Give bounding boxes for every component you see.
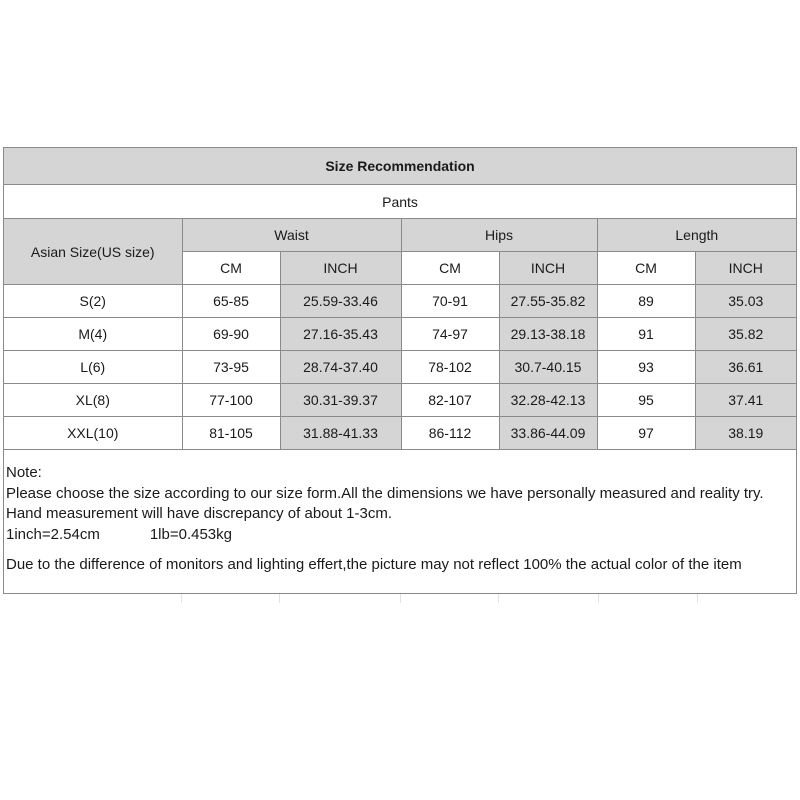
waist-inch-cell: 27.16-35.43 <box>280 318 401 351</box>
hips-cm-cell: 78-102 <box>401 351 499 384</box>
length-cm-cell: 93 <box>597 351 695 384</box>
length-cm-cell: 95 <box>597 384 695 417</box>
length-cm-cell: 91 <box>597 318 695 351</box>
table-row <box>4 351 796 384</box>
faint-grid-remnants <box>0 594 800 604</box>
length-inch-cell: 37.41 <box>695 384 796 417</box>
size-cell: L(6) <box>4 351 182 384</box>
hips-cm-cell: 74-97 <box>401 318 499 351</box>
hips-inch-cell: 30.7-40.15 <box>499 351 597 384</box>
waist-cm-cell: 65-85 <box>182 285 280 318</box>
length-inch-cell: 36.61 <box>695 351 796 384</box>
waist-cm-cell: 77-100 <box>182 384 280 417</box>
size-chart <box>3 147 797 594</box>
waist-cm-cell: 73-95 <box>182 351 280 384</box>
notes-section <box>6 463 796 576</box>
group-header-waist: Waist <box>182 219 401 252</box>
unit-header-length-inch: INCH <box>695 252 796 285</box>
unit-header-waist-inch: INCH <box>280 252 401 285</box>
size-cell: M(4) <box>4 318 182 351</box>
notes-heading: Note: <box>6 464 42 481</box>
title-row <box>4 148 796 185</box>
waist-cm-cell: 81-105 <box>182 417 280 450</box>
category-label: Pants <box>4 185 796 219</box>
notes-line-discrepancy: Hand measurement will have discrepancy of about 1-3cm. <box>6 505 393 522</box>
length-inch-cell: 35.82 <box>695 318 796 351</box>
length-inch-cell: 35.03 <box>695 285 796 318</box>
waist-inch-cell: 28.74-37.40 <box>280 351 401 384</box>
group-header-length: Length <box>597 219 796 252</box>
grid-tick <box>598 594 599 603</box>
waist-cm-cell: 69-90 <box>182 318 280 351</box>
notes-spacer <box>6 545 796 555</box>
waist-inch-cell: 25.59-33.46 <box>280 285 401 318</box>
table-row <box>4 417 796 450</box>
size-cell: XXL(10) <box>4 417 182 450</box>
size-table <box>4 148 796 450</box>
waist-inch-cell: 30.31-39.37 <box>280 384 401 417</box>
hips-cm-cell: 86-112 <box>401 417 499 450</box>
hips-inch-cell: 33.86-44.09 <box>499 417 597 450</box>
length-inch-cell: 38.19 <box>695 417 796 450</box>
grid-tick <box>181 594 182 603</box>
table-row <box>4 318 796 351</box>
grid-tick <box>400 594 401 603</box>
size-cell: XL(8) <box>4 384 182 417</box>
hips-cm-cell: 82-107 <box>401 384 499 417</box>
unit-header-hips-inch: INCH <box>499 252 597 285</box>
group-header-row <box>4 219 796 252</box>
notes-unit-conversion: 1inch=2.54cm 1lb=0.453kg <box>6 525 232 543</box>
length-cm-cell: 89 <box>597 285 695 318</box>
table-title: Size Recommendation <box>4 148 796 185</box>
grid-tick <box>697 594 698 603</box>
waist-inch-cell: 31.88-41.33 <box>280 417 401 450</box>
hips-inch-cell: 29.13-38.18 <box>499 318 597 351</box>
table-row <box>4 285 796 318</box>
size-cell: S(2) <box>4 285 182 318</box>
unit-header-hips-cm: CM <box>401 252 499 285</box>
notes-color-disclaimer: Due to the difference of monitors and lighting effert,the picture may not reflect 100% the actual color of the item <box>6 556 742 573</box>
hips-inch-cell: 32.28-42.13 <box>499 384 597 417</box>
hips-inch-cell: 27.55-35.82 <box>499 285 597 318</box>
hips-cm-cell: 70-91 <box>401 285 499 318</box>
unit-header-waist-cm: CM <box>182 252 280 285</box>
group-header-hips: Hips <box>401 219 597 252</box>
table-row <box>4 384 796 417</box>
grid-tick <box>279 594 280 603</box>
unit-header-length-cm: CM <box>597 252 695 285</box>
notes-line-size-form: Please choose the size according to our size form.All the dimensions we have personally measured and reality try. <box>6 484 764 502</box>
category-row <box>4 185 796 219</box>
length-cm-cell: 97 <box>597 417 695 450</box>
size-column-header: Asian Size(US size) <box>4 219 182 285</box>
grid-tick <box>498 594 499 603</box>
